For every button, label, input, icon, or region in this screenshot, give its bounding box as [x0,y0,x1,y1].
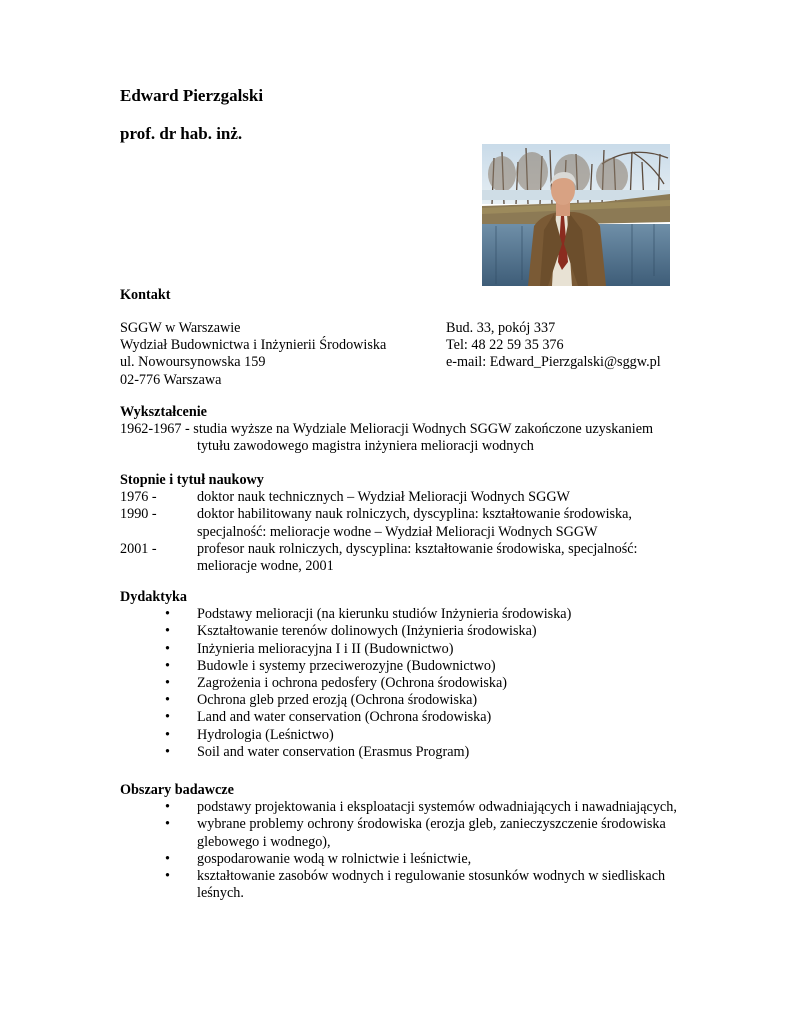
education-text: studia wyższe na Wydziale Melioracji Wodnych SGGW zakończone uzyskaniem [193,421,654,438]
degree-year: 2001 - [120,540,157,557]
education-years: 1962-1967 - [120,421,194,438]
research-area: wybrane problemy ochrony środowiska (erozja gleb, zanieczyszczenie środowiska glebowego i wodnego), [197,816,666,850]
contact-details [446,320,661,372]
degree-text: doktor habilitowany nauk rolniczych, dyscyplina: kształtowanie środowiska, specjalność: melioracje wodne – Wydział Melioracji Wodnych SGGW [197,506,632,540]
degree-row [120,541,667,575]
teaching-list [120,606,687,761]
bullet-icon: • [165,709,170,726]
education-heading: Wykształcenie [120,404,207,420]
teaching-section [120,589,687,761]
bullet-icon: • [165,726,170,743]
course-name: Hydrologia (Leśnictwo) [197,726,334,743]
bullet-icon: • [165,623,170,640]
bullet-icon: • [165,692,170,709]
list-item [120,799,687,816]
list-item [120,623,687,640]
address-line: ul. Nowoursynowska 159 [120,354,266,371]
course-name: Ochrona gleb przed erozją (Ochrona środowiska) [197,692,478,709]
research-heading: Obszary badawcze [120,782,234,798]
list-item [120,851,687,868]
degree-row [120,489,667,506]
research-list [120,799,687,902]
list-item [120,658,687,675]
email-link[interactable]: e-mail: Edward_Pierzgalski@sggw.pl [446,354,661,371]
bullet-icon: • [165,657,170,674]
bullet-icon: • [165,868,170,885]
list-item [120,709,687,726]
education-entry [120,421,653,438]
course-name: Soil and water conservation (Erasmus Program) [197,743,470,760]
research-area: kształtowanie zasobów wodnych i regulowanie stosunków wodnych w siedliskach leśnych. [197,868,666,902]
degrees-section [120,472,667,575]
degree-year: 1976 - [120,489,157,506]
bullet-icon: • [165,675,170,692]
address-line: Wydział Budownictwa i Inżynierii Środowiska [120,337,387,354]
education-section [120,404,653,456]
phone-info: Tel: 48 22 59 35 376 [446,337,564,354]
list-item [120,868,687,902]
bullet-icon: • [165,606,170,623]
education-text-cont: tytułu zawodowego magistra inżyniera melioracji wodnych [197,438,534,455]
list-item [120,692,687,709]
research-section [120,782,687,902]
list-item [120,816,687,850]
course-name: Podstawy melioracji (na kierunku studiów Inżynieria środowiska) [197,606,572,623]
research-area: podstawy projektowania i eksploatacji systemów odwadniających i nawadniających, [197,799,677,816]
list-item [120,675,687,692]
research-area: gospodarowanie wodą w rolnictwie i leśnictwie, [197,850,472,867]
list-item [120,606,687,623]
contact-address [120,320,386,389]
degree-text: profesor nauk rolniczych, dyscyplina: kształtowanie środowiska, specjalność: melioracje wodne, 2001 [197,540,638,575]
list-item [120,727,687,744]
degree-year: 1990 - [120,506,157,523]
list-item [120,744,687,761]
teaching-heading: Dydaktyka [120,589,188,605]
bullet-icon: • [165,799,170,816]
degree-row [120,506,667,540]
room-info: Bud. 33, pokój 337 [446,320,556,336]
course-name: Kształtowanie terenów dolinowych (Inżynieria środowiska) [197,623,537,640]
person-name: Edward Pierzgalski [120,86,264,105]
academic-degree: prof. dr hab. inż. [120,124,243,143]
address-line: 02-776 Warszawa [120,371,222,388]
course-name: Land and water conservation (Ochrona środowiska) [197,709,492,726]
degrees-heading: Stopnie i tytuł naukowy [120,472,264,488]
course-name: Inżynieria melioracyjna I i II (Budownictwo) [197,640,454,657]
bullet-icon: • [165,743,170,760]
course-name: Budowle i systemy przeciwerozyjne (Budownictwo) [197,657,496,674]
address-line: SGGW w Warszawie [120,320,241,336]
portrait-photo [482,144,670,286]
course-name: Zagrożenia i ochrona pedosfery (Ochrona środowiska) [197,675,508,692]
list-item [120,641,687,658]
bullet-icon: • [165,850,170,867]
degree-text: doktor nauk technicznych – Wydział Melioracji Wodnych SGGW [197,489,570,506]
bullet-icon: • [165,640,170,657]
contact-heading: Kontakt [120,287,171,303]
bullet-icon: • [165,816,170,833]
